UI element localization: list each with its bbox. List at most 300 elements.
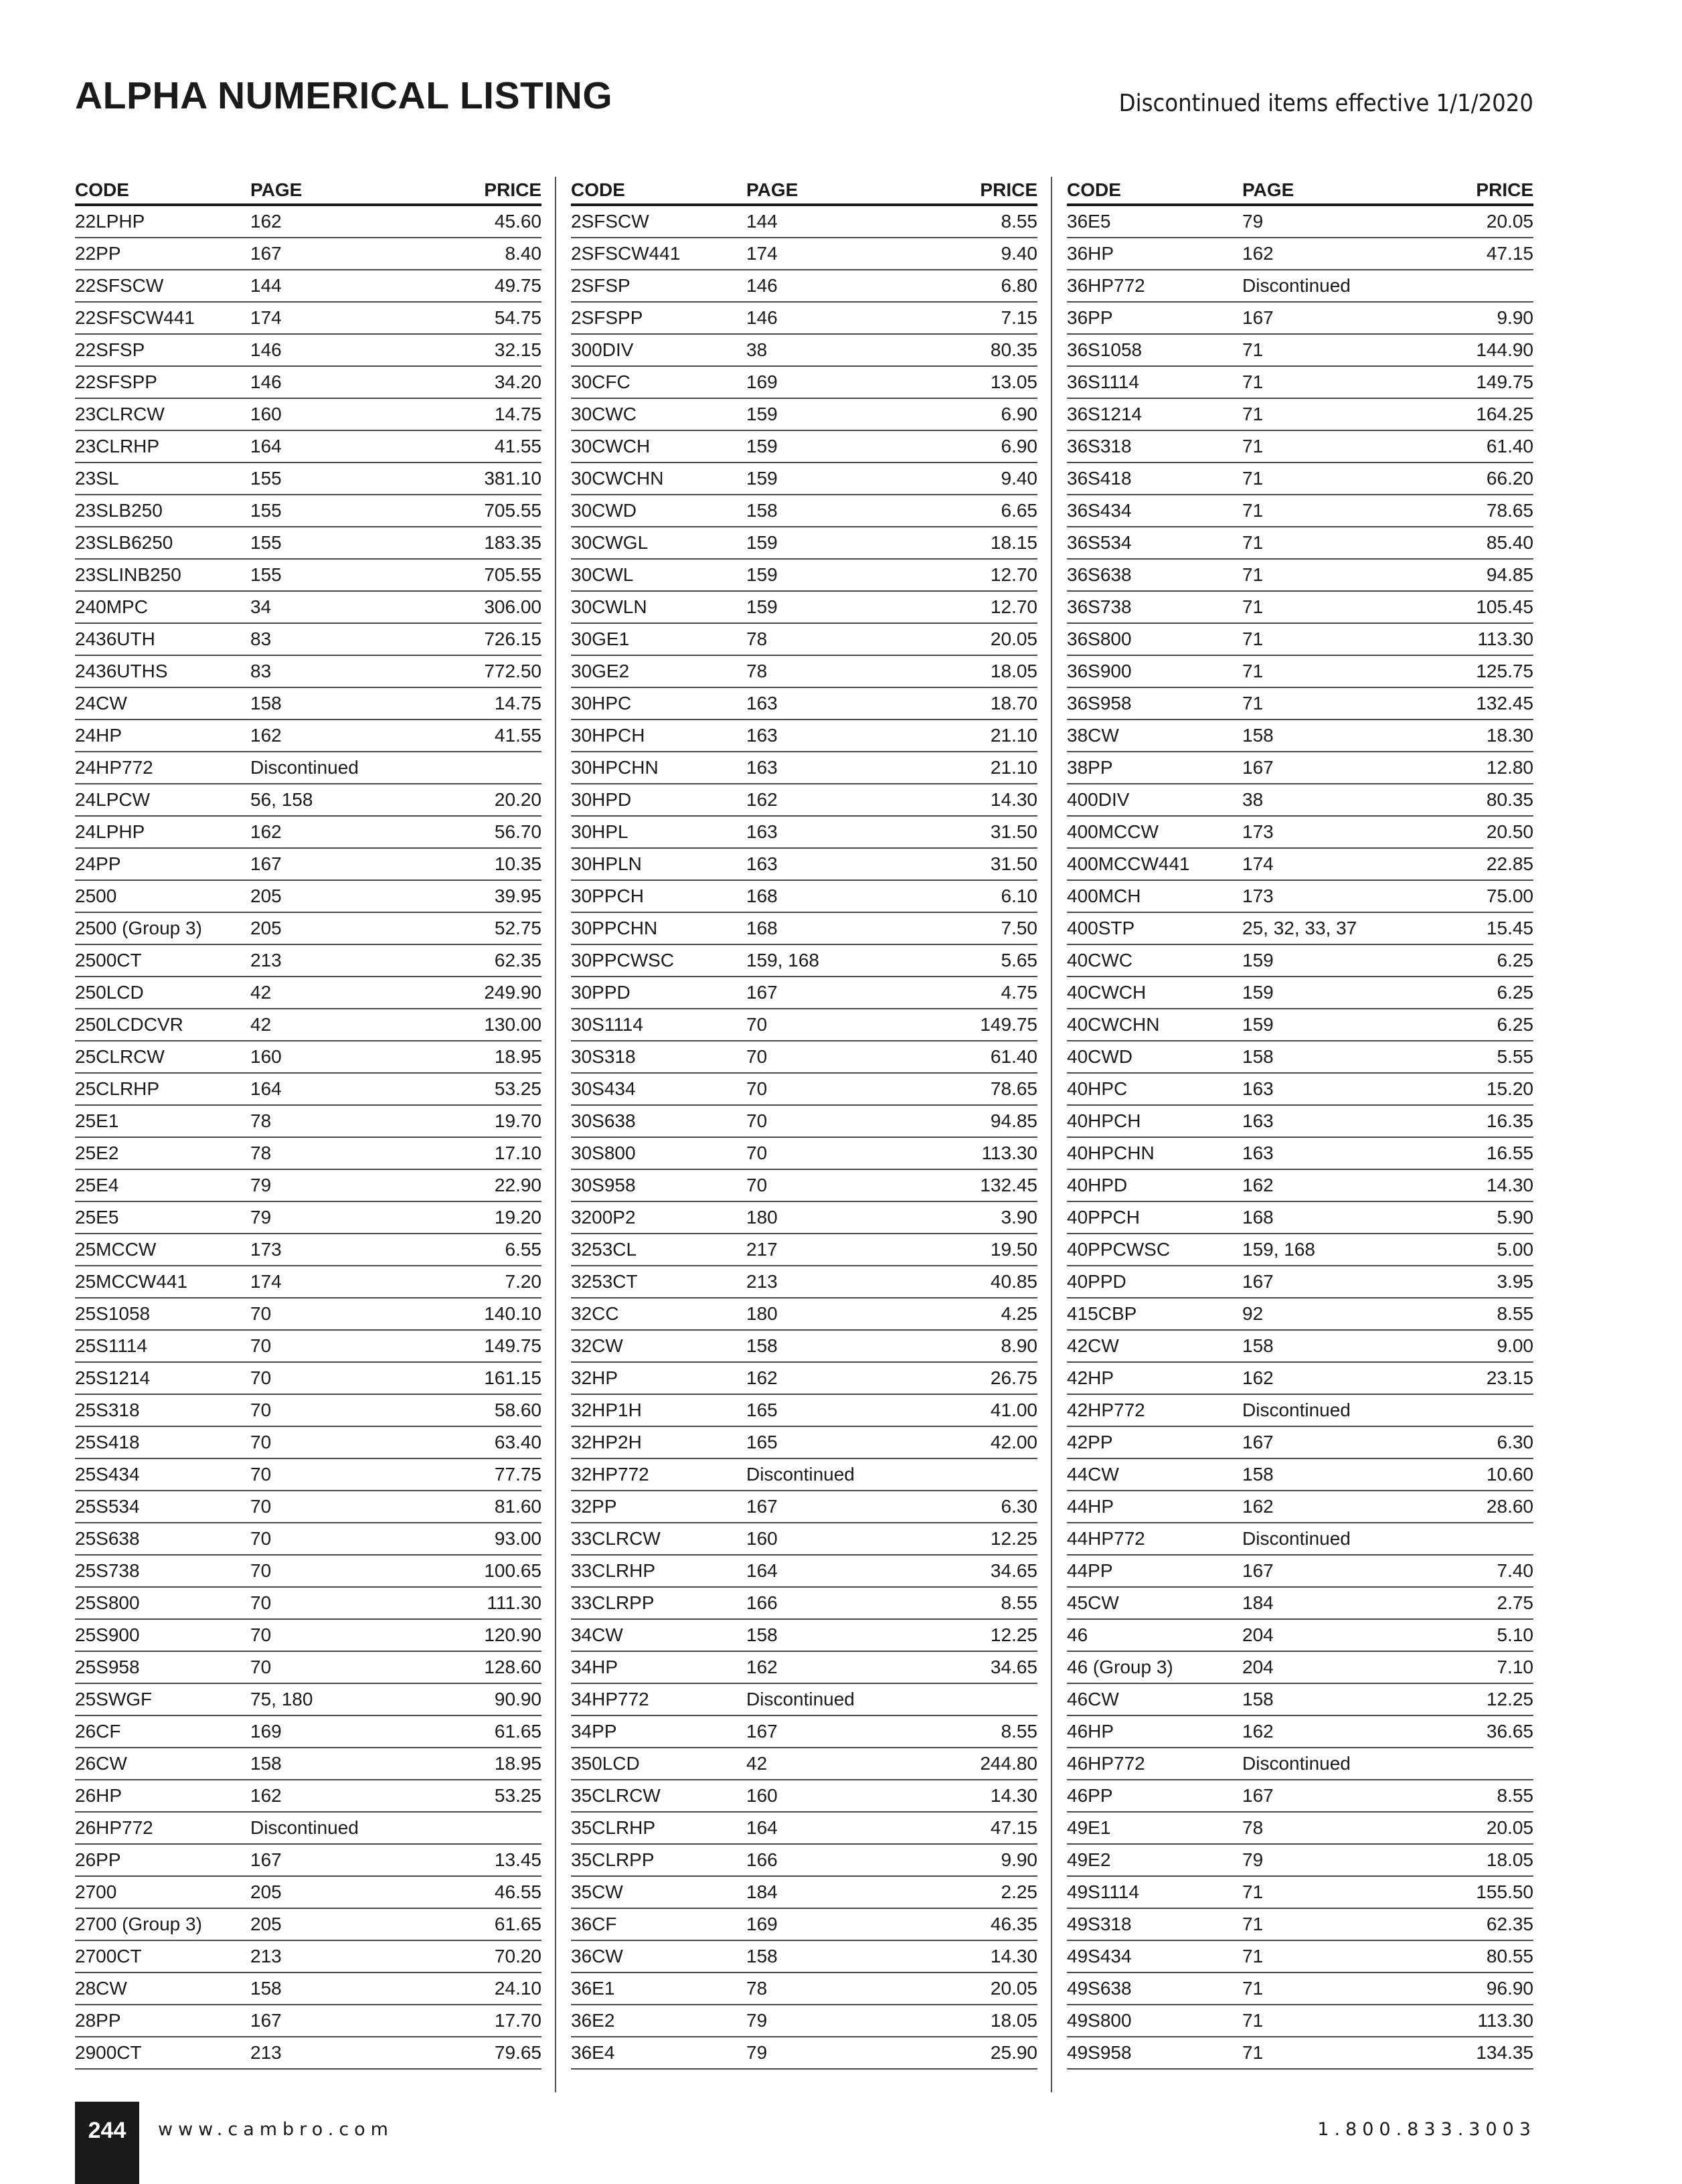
table-row	[1067, 1973, 1533, 2005]
price-cell: 9.00	[1497, 1335, 1533, 1356]
page-cell: 162	[250, 821, 282, 842]
page-cell: 159	[1242, 1014, 1274, 1035]
code-cell: 44HP	[1067, 1496, 1114, 1517]
page-cell: 163	[1242, 1143, 1274, 1163]
code-cell: 23SLB250	[75, 500, 163, 521]
page-cell: 167	[1242, 1560, 1274, 1581]
page-cell: 160	[250, 1046, 282, 1067]
price-cell: 47.15	[990, 1817, 1037, 1838]
page-cell: 144	[746, 211, 778, 232]
page-cell: 75, 180	[250, 1689, 313, 1709]
page-cell: 158	[1242, 1464, 1274, 1485]
code-cell: 400MCH	[1067, 886, 1141, 906]
code-cell: 2500 (Group 3)	[75, 918, 202, 938]
price-cell: 36.65	[1486, 1721, 1533, 1742]
table-row	[1067, 1106, 1533, 1138]
price-cell: 7.50	[1001, 918, 1037, 938]
code-cell: 22SFSP	[75, 339, 145, 360]
code-cell: 42HP772	[1067, 1400, 1145, 1420]
page-cell: 146	[250, 371, 282, 392]
code-cell: 34CW	[571, 1624, 623, 1645]
table-row	[571, 431, 1037, 463]
price-cell: 22.85	[1486, 853, 1533, 874]
page-cell: 169	[250, 1721, 282, 1742]
price-cell: 79.65	[494, 2042, 541, 2063]
code-cell: 22SFSPP	[75, 371, 157, 392]
code-cell: 24LPCW	[75, 789, 151, 810]
page-cell: 163	[746, 757, 778, 778]
page-cell: Discontinued	[250, 1817, 359, 1838]
page-cell: 173	[1242, 886, 1274, 906]
code-cell: 25S1114	[75, 1335, 147, 1356]
table-row	[75, 1780, 541, 1813]
table-row	[571, 1716, 1037, 1748]
page-cell: 155	[250, 532, 282, 553]
page-cell: 205	[250, 886, 282, 906]
code-cell: 36HP	[1067, 243, 1114, 264]
code-cell: 44HP772	[1067, 1528, 1145, 1549]
price-cell: 105.45	[1476, 596, 1533, 617]
price-cell: 45.60	[494, 211, 541, 232]
code-cell: 250LCDCVR	[75, 1014, 183, 1035]
code-cell: 23CLRHP	[75, 436, 160, 456]
table-row	[75, 1298, 541, 1331]
price-cell: 78.65	[990, 1078, 1037, 1099]
page-cell: 205	[250, 1914, 282, 1934]
page-cell: Discontinued	[746, 1689, 855, 1709]
code-cell: 30CWCH	[571, 436, 651, 456]
page-cell: 168	[746, 886, 778, 906]
page-cell: 78	[746, 628, 768, 649]
code-cell: 24PP	[75, 853, 121, 874]
page-cell: 79	[1242, 211, 1264, 232]
table-row	[1067, 1813, 1533, 1845]
code-cell: 26CW	[75, 1753, 127, 1774]
table-row	[75, 495, 541, 527]
table-row	[571, 1748, 1037, 1780]
price-cell: 705.55	[484, 564, 541, 585]
table-row	[1067, 367, 1533, 399]
code-cell: 23SL	[75, 468, 119, 489]
page-cell: 42	[250, 982, 272, 1003]
table-row	[75, 1459, 541, 1491]
price-cell: 93.00	[494, 1528, 541, 1549]
table-row	[571, 270, 1037, 303]
page-cell: 78	[250, 1110, 272, 1131]
table-row	[75, 2037, 541, 2070]
price-cell: 62.35	[494, 950, 541, 971]
price-cell: 21.10	[990, 725, 1037, 746]
table-row	[571, 2037, 1037, 2070]
price-cell: 772.50	[484, 661, 541, 681]
page-cell: 159	[1242, 950, 1274, 971]
code-cell: 30HPC	[571, 693, 632, 713]
phone-number: 1.800.833.3003	[1317, 2119, 1536, 2140]
code-cell: 2500	[75, 886, 117, 906]
price-cell: 161.15	[484, 1367, 541, 1388]
code-cell: 25E1	[75, 1110, 119, 1131]
listing-column-2	[571, 175, 1037, 2070]
price-cell: 5.90	[1497, 1207, 1533, 1228]
table-row	[571, 1491, 1037, 1523]
page-cell: 162	[250, 1785, 282, 1806]
price-cell: 14.30	[1486, 1175, 1533, 1195]
code-cell: 25S418	[75, 1432, 140, 1452]
page-cell: 174	[1242, 853, 1274, 874]
code-cell: 35CW	[571, 1881, 623, 1902]
table-row	[571, 1009, 1037, 1041]
code-cell: 3200P2	[571, 1207, 636, 1228]
table-row	[571, 1138, 1037, 1170]
table-row	[1067, 1202, 1533, 1234]
table-row	[75, 1941, 541, 1973]
table-row	[1067, 463, 1533, 495]
price-cell: 20.05	[990, 628, 1037, 649]
page-cell: 70	[746, 1143, 768, 1163]
code-cell: 30S1114	[571, 1014, 643, 1035]
code-cell: 34HP	[571, 1657, 618, 1677]
code-cell: 36S1114	[1067, 371, 1139, 392]
table-row	[1067, 2005, 1533, 2037]
table-row	[75, 817, 541, 849]
listing-column-1	[75, 175, 541, 2070]
page-cell: 162	[1242, 1496, 1274, 1517]
page-cell: 204	[1242, 1657, 1274, 1677]
price-cell: 18.15	[990, 532, 1037, 553]
table-row	[1067, 1234, 1533, 1266]
page-cell: 167	[1242, 757, 1274, 778]
page-cell: 70	[250, 1367, 272, 1388]
code-cell: 30CFC	[571, 371, 630, 392]
table-row	[571, 881, 1037, 913]
code-cell: 32HP1H	[571, 1400, 642, 1420]
table-row	[75, 1877, 541, 1909]
page-cell: 71	[1242, 500, 1264, 521]
table-row	[75, 463, 541, 495]
table-row	[75, 1074, 541, 1106]
price-cell: 54.75	[494, 307, 541, 328]
table-row	[75, 1363, 541, 1395]
code-cell: 28CW	[75, 1978, 127, 1999]
price-cell: 15.45	[1486, 918, 1533, 938]
price-cell: 96.90	[1486, 1978, 1533, 1999]
table-row	[75, 1331, 541, 1363]
price-cell: 6.55	[505, 1239, 541, 1260]
table-row	[75, 1106, 541, 1138]
price-cell: 18.95	[494, 1753, 541, 1774]
table-row	[571, 784, 1037, 817]
page-cell: 169	[746, 371, 778, 392]
page-cell: 70	[746, 1110, 768, 1131]
page-cell: 159	[746, 468, 778, 489]
price-cell: 120.90	[484, 1624, 541, 1645]
price-cell: 2.25	[1001, 1881, 1037, 1902]
table-row	[1067, 1427, 1533, 1459]
page-cell: 162	[1242, 1175, 1274, 1195]
header-price: PRICE	[484, 179, 541, 200]
table-row	[571, 1780, 1037, 1813]
table-row	[1067, 206, 1533, 238]
price-cell: 22.90	[494, 1175, 541, 1195]
code-cell: 30CWC	[571, 404, 637, 424]
code-cell: 46CW	[1067, 1689, 1119, 1709]
table-row	[75, 335, 541, 367]
code-cell: 36S318	[1067, 436, 1132, 456]
page-cell: 79	[250, 1207, 272, 1228]
price-cell: 155.50	[1476, 1881, 1533, 1902]
price-cell: 12.25	[990, 1624, 1037, 1645]
page-cell: 167	[250, 2010, 282, 2031]
table-row	[1067, 527, 1533, 560]
price-cell: 18.05	[1486, 1849, 1533, 1870]
code-cell: 34HP772	[571, 1689, 649, 1709]
price-cell: 726.15	[484, 628, 541, 649]
table-row	[1067, 1041, 1533, 1074]
page-cell: 56, 158	[250, 789, 313, 810]
page-cell: 163	[746, 853, 778, 874]
code-cell: 25E2	[75, 1143, 119, 1163]
page-cell: 162	[746, 789, 778, 810]
table-row	[571, 1813, 1037, 1845]
page-cell: 159	[746, 532, 778, 553]
code-cell: 3253CL	[571, 1239, 637, 1260]
price-cell: 132.45	[1476, 693, 1533, 713]
table-row	[75, 1813, 541, 1845]
price-cell: 5.65	[1001, 950, 1037, 971]
price-cell: 249.90	[484, 982, 541, 1003]
code-cell: 36S800	[1067, 628, 1132, 649]
price-cell: 20.05	[990, 1978, 1037, 1999]
price-cell: 12.25	[990, 1528, 1037, 1549]
page-cell: 158	[1242, 1689, 1274, 1709]
page-cell: 167	[746, 1496, 778, 1517]
code-cell: 36CW	[571, 1946, 623, 1966]
page-cell: 158	[746, 500, 778, 521]
code-cell: 38CW	[1067, 725, 1119, 746]
page-subtitle: Discontinued items effective 1/1/2020	[1118, 90, 1533, 117]
table-row	[571, 463, 1037, 495]
page-cell: Discontinued	[1242, 275, 1351, 296]
code-cell: 28PP	[75, 2010, 121, 2031]
code-cell: 25MCCW	[75, 1239, 157, 1260]
code-cell: 40PPCH	[1067, 1207, 1140, 1228]
price-cell: 94.85	[1486, 564, 1533, 585]
table-row	[571, 1363, 1037, 1395]
page-cell: 71	[1242, 693, 1264, 713]
table-row	[571, 367, 1037, 399]
table-row	[571, 849, 1037, 881]
page-cell: 78	[250, 1143, 272, 1163]
table-row	[1067, 592, 1533, 624]
code-cell: 49S638	[1067, 1978, 1132, 1999]
column-divider	[555, 177, 556, 2092]
price-cell: 90.90	[494, 1689, 541, 1709]
page-cell: 213	[250, 1946, 282, 1966]
table-row	[75, 784, 541, 817]
code-cell: 2SFSP	[571, 275, 630, 296]
price-cell: 53.25	[494, 1785, 541, 1806]
code-cell: 49S434	[1067, 1946, 1132, 1966]
code-cell: 25S1214	[75, 1367, 151, 1388]
price-cell: 41.00	[990, 1400, 1037, 1420]
table-body	[571, 206, 1037, 2070]
code-cell: 24CW	[75, 693, 127, 713]
table-row	[1067, 977, 1533, 1009]
page-cell: 71	[1242, 1881, 1264, 1902]
table-row	[571, 1266, 1037, 1298]
page-cell: 70	[746, 1014, 768, 1035]
price-cell: 13.05	[990, 371, 1037, 392]
price-cell: 149.75	[1476, 371, 1533, 392]
code-cell: 32CW	[571, 1335, 623, 1356]
page-cell: 213	[250, 2042, 282, 2063]
page-cell: 71	[1242, 436, 1264, 456]
page-cell: 162	[1242, 1367, 1274, 1388]
price-cell: 306.00	[484, 596, 541, 617]
table-row	[571, 592, 1037, 624]
page-cell: 164	[250, 436, 282, 456]
price-cell: 164.25	[1476, 404, 1533, 424]
price-cell: 111.30	[487, 1592, 541, 1613]
code-cell: 26HP772	[75, 1817, 153, 1838]
page-cell: 158	[250, 1753, 282, 1774]
page-cell: 174	[250, 307, 282, 328]
table-row	[571, 688, 1037, 720]
code-cell: 24HP772	[75, 757, 153, 778]
page-cell: 213	[746, 1271, 778, 1292]
price-cell: 39.95	[494, 886, 541, 906]
table-row	[1067, 1170, 1533, 1202]
code-cell: 23CLRCW	[75, 404, 165, 424]
table-row	[75, 1845, 541, 1877]
price-cell: 94.85	[990, 1110, 1037, 1131]
code-cell: 2500CT	[75, 950, 142, 971]
table-row	[75, 1523, 541, 1556]
table-row	[75, 238, 541, 270]
table-row	[571, 1556, 1037, 1588]
code-cell: 42CW	[1067, 1335, 1119, 1356]
table-row	[571, 1427, 1037, 1459]
price-cell: 61.40	[990, 1046, 1037, 1067]
price-cell: 80.35	[1486, 789, 1533, 810]
price-cell: 12.70	[990, 564, 1037, 585]
page-cell: 217	[746, 1239, 778, 1260]
page-cell: 146	[746, 275, 778, 296]
code-cell: 2700 (Group 3)	[75, 1914, 202, 1934]
table-body	[75, 206, 541, 2070]
table-row	[75, 1652, 541, 1684]
price-cell: 81.60	[494, 1496, 541, 1517]
page-cell: 42	[746, 1753, 768, 1774]
page-cell: 158	[1242, 725, 1274, 746]
table-row	[571, 1170, 1037, 1202]
page-cell: 70	[250, 1624, 272, 1645]
page-cell: Discontinued	[1242, 1528, 1351, 1549]
price-cell: 130.00	[484, 1014, 541, 1035]
page-cell: 155	[250, 468, 282, 489]
code-cell: 25S900	[75, 1624, 140, 1645]
website-link[interactable]: www.cambro.com	[158, 2119, 394, 2140]
code-cell: 35CLRCW	[571, 1785, 661, 1806]
code-cell: 36E2	[571, 2010, 615, 2031]
table-row	[75, 1170, 541, 1202]
price-cell: 8.55	[1497, 1785, 1533, 1806]
price-cell: 20.05	[1486, 1817, 1533, 1838]
code-cell: 350LCD	[571, 1753, 640, 1774]
code-cell: 38PP	[1067, 757, 1113, 778]
table-row	[75, 367, 541, 399]
table-row	[1067, 270, 1533, 303]
code-cell: 25S434	[75, 1464, 140, 1485]
code-cell: 40HPD	[1067, 1175, 1128, 1195]
page-cell: 42	[250, 1014, 272, 1035]
price-cell: 9.40	[1001, 243, 1037, 264]
code-cell: 46HP	[1067, 1721, 1114, 1742]
table-row	[571, 656, 1037, 688]
price-cell: 10.35	[494, 853, 541, 874]
table-row	[1067, 399, 1533, 431]
price-cell: 18.95	[494, 1046, 541, 1067]
page-cell: 167	[746, 1721, 778, 1742]
price-cell: 20.50	[1486, 821, 1533, 842]
page-cell: 78	[1242, 1817, 1264, 1838]
code-cell: 30PPD	[571, 982, 630, 1003]
table-row	[1067, 1748, 1533, 1780]
code-cell: 30S638	[571, 1110, 636, 1131]
code-cell: 49S800	[1067, 2010, 1132, 2031]
page-cell: 25, 32, 33, 37	[1242, 918, 1357, 938]
price-cell: 128.60	[484, 1657, 541, 1677]
code-cell: 35CLRHP	[571, 1817, 656, 1838]
price-cell: 149.75	[980, 1014, 1037, 1035]
price-cell: 6.80	[1001, 275, 1037, 296]
header-code: CODE	[571, 179, 625, 200]
table-row	[1067, 752, 1533, 784]
table-row	[571, 1459, 1037, 1491]
page-cell: 158	[1242, 1046, 1274, 1067]
code-cell: 49S958	[1067, 2042, 1132, 2063]
price-cell: 113.30	[981, 1143, 1037, 1163]
table-row	[571, 977, 1037, 1009]
page-cell: 83	[250, 628, 272, 649]
table-row	[75, 1395, 541, 1427]
table-row	[75, 1620, 541, 1652]
code-cell: 40CWCH	[1067, 982, 1147, 1003]
table-row	[1067, 1620, 1533, 1652]
page-cell: 162	[746, 1367, 778, 1388]
code-cell: 30PPCHN	[571, 918, 658, 938]
price-cell: 18.70	[990, 693, 1037, 713]
table-row	[1067, 913, 1533, 945]
code-cell: 2SFSCW	[571, 211, 649, 232]
code-cell: 25S1058	[75, 1303, 151, 1324]
page-cell: 71	[1242, 2042, 1264, 2063]
code-cell: 30CWCHN	[571, 468, 664, 489]
table-row	[571, 399, 1037, 431]
table-row	[571, 624, 1037, 656]
page-cell: 158	[1242, 1335, 1274, 1356]
page-cell: 159	[746, 596, 778, 617]
page-cell: 168	[1242, 1207, 1274, 1228]
table-header	[75, 175, 541, 206]
table-row	[75, 881, 541, 913]
page-cell: 79	[1242, 1849, 1264, 1870]
price-cell: 34.65	[990, 1560, 1037, 1581]
page-number: 244	[75, 2102, 139, 2184]
price-cell: 4.75	[1001, 982, 1037, 1003]
code-cell: 23SLINB250	[75, 564, 181, 585]
page-cell: 79	[746, 2042, 768, 2063]
